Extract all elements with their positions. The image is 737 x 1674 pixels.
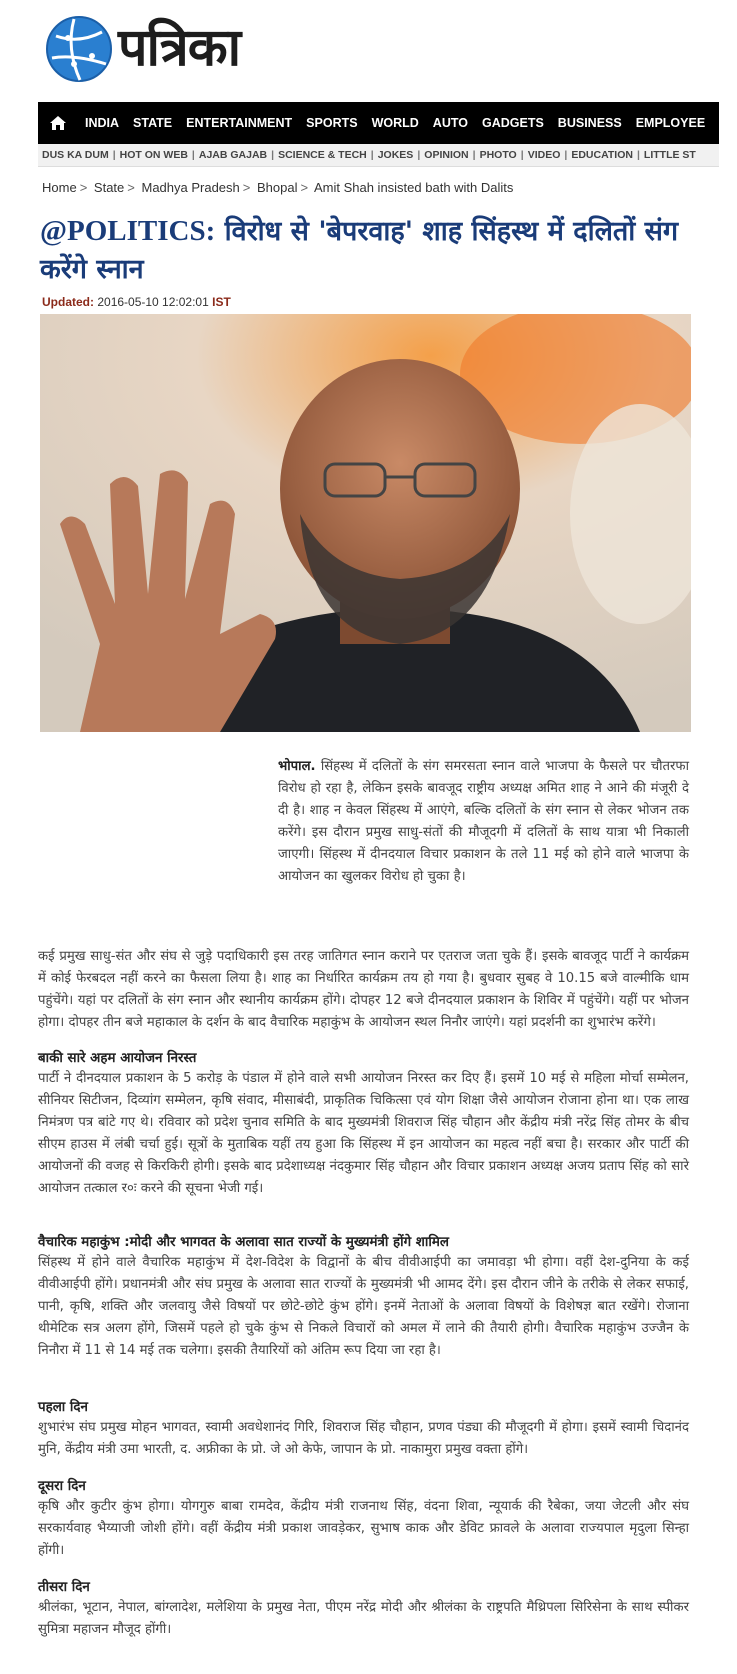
subnav-item[interactable]: DUS KA DUM (42, 149, 109, 161)
lead-text: सिंहस्थ में दलितों के संग समरसता स्नान वाले भाजपा के फैसले पर चौतरफा विरोध हो रहा है, लेकिन इसके बावजूद राष्ट्रीय अध्यक्ष अमित शाह ने आने की मंजूरी दे दी है। शाह न केवल सिंहस्थ में आएंगे, बल्कि दलितों के संग स्नान से लेकर भोजन तक करेंगे। इस दौरान प्रमुख साधु-संतों की मौजूदगी में दलितों के साथ यात्रा भी निकाली जाएगी। सिंहस्थ में दीनदयाल विचार प्रकाशन के तले 11 मई को होने वाले भाजपा के आयोजन का खुलकर विरोध हो चुका है। (278, 759, 689, 884)
breadcrumb-bhopal[interactable]: Bhopal (256, 180, 298, 195)
breadcrumb-separator: > (127, 180, 135, 195)
separator: | (472, 149, 476, 161)
updated-timezone: IST (212, 295, 231, 309)
brand-name: पत्रिका (118, 17, 241, 78)
breadcrumb (42, 180, 513, 195)
separator: | (271, 149, 275, 161)
breadcrumb-current: Amit Shah insisted bath with Dalits (313, 180, 514, 195)
article-paragraph: श्रीलंका, भूटान, नेपाल, बांग्लादेश, मलेशिया के प्रमुख नेता, पीएम नरेंद्र मोदी और श्रीलंका के राष्ट्रपति मैथ्रिपला सिरिसेना के साथ स्पीकर सुमित्रा महाजन मौजूद होंगी। (38, 1600, 689, 1637)
nav-item-business[interactable]: BUSINESS (557, 116, 622, 130)
article-subheading: पहला दिन (38, 1400, 88, 1415)
title-tag: @POLITICS: (40, 215, 216, 247)
subnav-item[interactable]: AJAB GAJAB (198, 149, 268, 161)
updated-label: Updated: (42, 295, 94, 309)
subnav-item[interactable]: JOKES (377, 149, 414, 161)
subnav-item[interactable]: VIDEO (527, 149, 561, 161)
article-lead (278, 756, 689, 888)
separator: | (370, 149, 374, 161)
separator: | (191, 149, 195, 161)
subnav-item[interactable]: LITTLE ST (643, 149, 696, 161)
globe-logo-icon (44, 14, 114, 84)
separator: | (564, 149, 568, 161)
dateline-location: भोपाल. (278, 759, 316, 774)
title-text: विरोध से 'बेपरवाह' शाह सिंहस्थ में दलितों संग करेंगे स्नान (40, 216, 679, 285)
nav-item-sports[interactable]: SPORTS (306, 116, 358, 130)
subnav-item[interactable]: EDUCATION (571, 149, 633, 161)
updated-timestamp (42, 295, 231, 309)
nav-item-gadgets[interactable]: GADGETS (481, 116, 544, 130)
breadcrumb-state[interactable]: State (93, 180, 125, 195)
separator: | (417, 149, 421, 161)
subnav-item[interactable]: SCIENCE & TECH (278, 149, 367, 161)
subnav-item[interactable]: PHOTO (479, 149, 517, 161)
home-button[interactable] (38, 102, 78, 144)
updated-time: 2016-05-10 12:02:01 (97, 295, 209, 309)
article-paragraph: शुभारंभ संघ प्रमुख मोहन भागवत, स्वामी अवधेशानंद गिरि, शिवराज सिंह चौहान, प्रणव पंड्या की मौजूदगी में होगा। इसमें स्वामी चिदानंद मुनि, केंद्रीय मंत्री उमा भारती, द. अफ्रीका के प्रो. जे ओ केफे, जापान के प्रो. नाकामुरा प्रमुख वक्ता होंगे। (38, 1420, 689, 1457)
article-subheading: तीसरा दिन (38, 1580, 90, 1595)
subnav-item[interactable]: HOT ON WEB (119, 149, 188, 161)
article-paragraph: सिंहस्थ में होने वाले वैचारिक महाकुंभ में देश-विदेश के विद्वानों के बीच वीवीआईपी का जमावड़ा भी होगा। वहीं देश-दुनिया के कई वीवीआईपी होंगे। प्रधानमंत्री और संघ प्रमुख के अलावा सात राज्यों के मुख्यमंत्री भी आमद देंगे। इस दौरान जीने के तरीके से लेकर सफाई, पानी, कृषि, शक्ति और जलवायु जैसे विषयों पर छोटे-छोटे कुंभ होंगे। इनमें नेताओं के अलावा विषयों के विशेषज्ञ बात रखेंगे। रोजाना थीमेटिक सत्र अलग होंगे, जिसमें पहले हो चुके कुंभ से निकले विचारों को अमल में लाने की तैयारी होगी। वैचारिक महाकुंभ उज्जैन के निनौरा में 11 से 14 मई तक चलेगा। इसकी तैयारियों को अंतिम रूप दिया जा रहा है। (38, 1255, 689, 1358)
article-subheading: बाकी सारे अहम आयोजन निरस्त (38, 1051, 197, 1066)
nav-item-employee[interactable]: EMPLOYEE (635, 116, 706, 130)
article-subheading: दूसरा दिन (38, 1479, 86, 1494)
breadcrumb-separator: > (79, 180, 88, 195)
article-subheading: वैचारिक महाकुंभ :मोदी और भागवत के अलावा सात राज्यों के मुख्यमंत्री होंगे शामिल (38, 1235, 449, 1250)
separator: | (520, 149, 524, 161)
secondary-navigation (38, 144, 719, 167)
article-title (40, 212, 680, 289)
nav-item-world[interactable]: WORLD (371, 116, 419, 130)
article-paragraph: पार्टी ने दीनदयाल प्रकाशन के 5 करोड़ के पंडाल में होने वाले सभी आयोजन निरस्त कर दिए हैं। इसमें 10 मई से महिला मोर्चा सम्मेलन, सीनियर सिटीजन, दिव्यांग सम्मेलन, कृषि संवाद, मीसाबंदी, प्राकृतिक चिकित्सा एवं योग शिक्षा जैसे आयोजन रोजाना होना था। एक लाख निमंत्रण पत्र बांटे गए थे। रविवार को प्रदेश चुनाव समिति के बाद मुख्यमंत्री शिवराज सिंह चौहान और केंद्रीय मंत्री नरेंद्र सिंह तोमर के बीच सीएम हाउस में लंबी चर्चा हुई। सूत्रों के मुताबिक यहीं तय हुआ कि सिंहस्थ में इन आयोजन का महत्व नहीं बचा है। सरकार और पार्टी की आयोजनों की वजह से किरकिरी होगी। इसके बाद प्रदेशाध्यक्ष नंदकुमार सिंह चौहान और विचार प्रकाशन अध्यक्ष अजय प्रताप सिंह को सारे आयोजन तत्काल र०ः करने की सूचना भेजी गई। (38, 1071, 689, 1196)
nav-item-india[interactable]: INDIA (85, 116, 120, 130)
main-navigation (38, 102, 719, 144)
home-icon (49, 115, 67, 131)
article-paragraph: कृषि और कुटीर कुंभ होगा। योगगुरु बाबा रामदेव, केंद्रीय मंत्री राजनाथ सिंह, वंदना शिवा, न्यूयार्क की रैबेका, जया जेटली और संघ सरकार्यवाह भैय्याजी जोशी होंगे। वहीं केंद्रीय मंत्री प्रकाश जावड़ेकर, सुभाष काक और डेविट फ्रावले के अलावा राज्यपाल मृदुला सिन्हा होंगी। (38, 1499, 689, 1558)
site-logo[interactable] (44, 14, 284, 84)
hero-illustration (40, 314, 691, 732)
breadcrumb-madhya-pradesh[interactable]: Madhya Pradesh (141, 180, 240, 195)
separator: | (636, 149, 640, 161)
breadcrumb-separator: > (300, 180, 309, 195)
nav-item-entertainment[interactable]: ENTERTAINMENT (186, 116, 293, 130)
breadcrumb-home[interactable]: Home (42, 180, 77, 195)
separator: | (112, 149, 116, 161)
nav-item-state[interactable]: STATE (133, 116, 173, 130)
article-paragraph: कई प्रमुख साधु-संत और संघ से जुड़े पदाधिकारी इस तरह जातिगत स्नान कराने पर एतराज जता चुके हैं। इसके बावजूद पार्टी ने कार्यक्रम में कोई फेरबदल नहीं करने का फैसला लिया है। शाह का निर्धारित कार्यक्रम तय हो गया है। बुधवार सुबह वे 10.15 बजे वाल्मीकि धाम पहुंचेंगे। यहां पर दलितों के संग स्नान और स्थानीय कार्यक्रम होंगे। दोपहर 12 बजे दीनदयाल प्रकाशन के शिविर में पहुंचेंगे। यहीं पर भोजन होगा। दोपहर तीन बजे महाकाल के दर्शन के बाद वैचारिक महाकुंभ के आयोजन स्थल निनौर जाएंगे। यहां प्रदर्शनी का शुभारंभ करेंगे। (38, 949, 689, 1030)
article-hero-image (40, 314, 691, 732)
breadcrumb-separator: > (242, 180, 251, 195)
subnav-item[interactable]: OPINION (424, 149, 469, 161)
nav-item-auto[interactable]: AUTO (432, 116, 468, 130)
